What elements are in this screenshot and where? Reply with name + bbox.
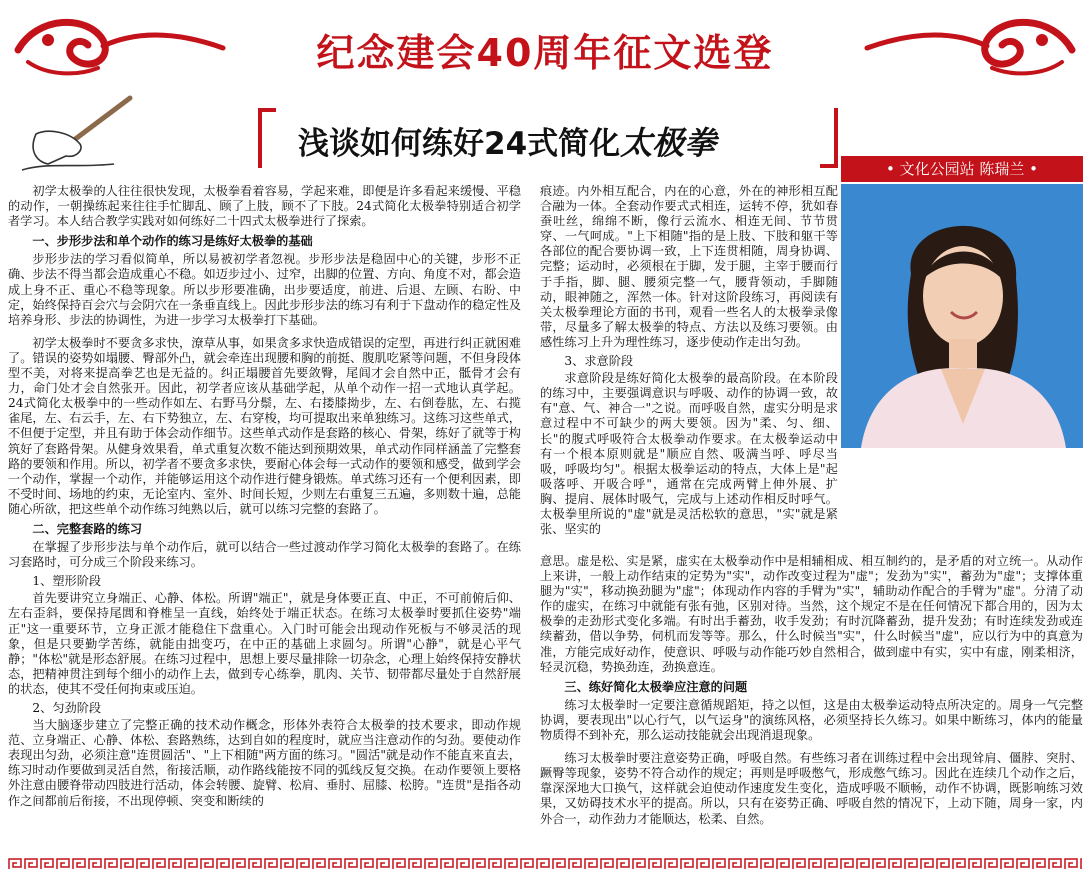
- paragraph: 初学太极拳时不要贪多求快，潦草从事，如果贪多求快造成错误的定型，再进行纠正就困难了。错误的姿势如塌腰、臀部外凸，就会牵连出现腰和胸的前挺、腹肌吃紧等问题，不但身段体型不美，对将来提高拳艺也是无益的。纠正塌腰首先要敛臀，尾闾才会自然中正，骶骨才会有力，命门处才会自然张开。因此，初学者应该从基础学起，从单个动作一招一式地认真学起。24式简化太极拳中的一些动作如左、右野马分鬃，左、右搂膝拗步，左、右倒卷肱，左、右揽雀尾，左、右云手，左、右下势独立，左、右穿梭，均可提取出来单独练习。这练习这些单式，不但便于定型，并且有助于体会动作细节。这些单式动作是套路的核心、骨架，练好了就等于构筑好了套路骨架。从健身效果看，单式重复次数不能达到预期效果，单式动作同样涵盖了完整套路的要领和作用。所以，初学者不要贪多求快，要耐心体会每一式动作的要领和感受，做到学会一个动作，掌握一个动作，并能够运用这个动作进行健身锻炼。单式练习还有一个便利因素，即不受时间、场地的约束，无论室内、室外、时间长短，少则左右重复三五遍，多则数十遍，总能随心所欲，把这些单个动作练习纯熟以后，就可以练习完整的套路了。: [8, 335, 521, 516]
- author-photo: [841, 184, 1083, 448]
- paragraph: 练习太极拳时一定要注意循规蹈矩，持之以恒，这是由太极拳运动特点所决定的。周身一气完整协调，要表现出"以心行气，以气运身"的演练风格，必须坚持长久练习。如果中断练习，体内的能量物质得不到补充，那么运动技能就会出现消退现象。: [540, 697, 1083, 743]
- paragraph: 初学太极拳的人往往很快发现，太极拳看着容易，学起来难，即便是许多看起来缓慢、平稳的动作，一朝操练起来往往手忙脚乱、顾了上肢，顾不了下肢。24式简化太极拳特别适合初学者学习。本人结合教学实践对如何练好二十四式太极拳进行了探索。: [8, 184, 521, 229]
- headline-block: [258, 108, 838, 168]
- article-column-middle: [540, 184, 838, 537]
- author-byline: • 文化公园站 陈瑞兰 •: [841, 156, 1083, 182]
- headline-main-text: 浅谈如何练好24式简化: [298, 126, 621, 162]
- subsection-heading: 2、匀劲阶段: [32, 701, 102, 715]
- paragraph: 求意阶段是练好简化太极拳的最高阶段。在本阶段的练习中，主要强调意识与呼吸、动作的协调一致，故有"意、气、神合一"之说。而呼吸自然，虚实分明是求意过程中不可缺少的两大要领。因为"柔、匀、细、长"的腹式呼吸符合太极拳动作要求。在太极拳运动中有一个根本原则就是"顺应自然、吸满当呼、呼尽当吸，呼吸均匀"。根据太极拳运动的特点，大体上是"起吸落呼、开吸合呼"，通常在完成两臂上伸外展、扩胸、提肩、展体时吸气，完成与上述动作相反时呼气。太极拳里所说的"虚"就是灵活松软的意思，"实"就是紧张、坚实的: [540, 371, 838, 537]
- paragraph: 意思。虚是松、实是紧，虚实在太极拳动作中是相辅相成、相互制约的，是矛盾的对立统一。从动作上来讲，一般上动作结束的定势为"实"，动作改变过程为"虚"；发劲为"实"，蓄劲为"虚"；支撑体重腿为"实"，移动换劲腿为"虚"；体现动作内容的手臂为"实"，辅助动作配合的手臂为"虚"。分清了动作的虚实，在练习中就能有张有弛，区别对待。当然，这个规定不是在任何情况下都合用的，因为太极拳的走劲形式变化多端。有时出手蓄劲，收手发劲；有时沉降蓄劲，提升发劲；有时连续发劲或连续蓄劲，借以争势，伺机而发等等。那么，什么时候当"实"，什么时候当"虚"，应以行为中的真意为准，方能完成好动作，使意识、呼吸与动作能巧妙自然相合，做到虚中有实，实中有虚，刚柔相济，轻灵沉稳，势换劲连，劲换意连。: [540, 554, 1083, 674]
- bottom-fret-border-icon: [8, 858, 1082, 870]
- banner-title: 纪念建会40周年征文选登: [316, 31, 774, 75]
- article-headline: [298, 118, 716, 164]
- subsection-heading: 1、塑形阶段: [32, 574, 102, 589]
- author-portrait-image: [841, 184, 1083, 448]
- right-cloud-ornament-icon: [862, 10, 1082, 80]
- headline-left-bracket: [258, 108, 276, 168]
- paragraph: 当大脑逐步建立了完整正确的技术动作概念，形体外表符合太极拳的技术要求，即动作规范、立身端正、心静、体松、套路熟练，达到自如的程度时，就应当注意动作的匀劲。要使动作表现出匀劲，必须注意"连贯圆活"、"上下相随"两方面的练习。"圆活"就是动作不能直来直去，练习时动作要做到灵活自然，衔接活顺，动作路线能按不同的弧线反复交换。在动作要领上要格外注意由腰脊带动四肢进行活动，体会转腰、旋臂、松肩、垂肘、屈膝、松胯。"连贯"是指各动作之间都前后衔接，不出现停顿、突变和断续的: [8, 718, 521, 808]
- writing-hand-icon: [18, 92, 138, 174]
- section-heading: 二、完整套路的练习: [32, 521, 143, 536]
- paragraph: 痕迹。内外相互配合，内在的心意，外在的神形相互配合融为一体。全套动作要式式相连，运转不停，犹如春蚕吐丝，绵绵不断，像行云流水、相连无间、节节贯穿、一气呵成。"上下相随"指的是上肢、下肢和躯干等各部位的配合要协调一致，上下连贯相随，周身协调、完整；运动时，必须根在于脚，发于腿，主宰于腰而行于手指，脚、腿、腰须完整一气，腰背领动，手脚随动，眼神随之，浑然一体。针对这阶段练习，再阅读有关太极拳理论方面的书刊，观看一些名人的太极拳录像带，尽量多了解太极拳的特点、方法以及练习要领。由感性练习上升为理性练习，逐步使动作走出匀劲。: [540, 184, 838, 349]
- subsection-heading: 3、求意阶段: [564, 354, 634, 369]
- section-heading: 三、练好简化太极拳应注意的问题: [564, 679, 748, 694]
- paragraph: 练习太极拳时要注意姿势正确，呼吸自然。有些练习者在训练过程中会出现耸肩、僵脖、突肘、蹶臀等现象，姿势不符合动作的规定；再则是呼吸憋气，形成憋气练习。因此在连续几个动作之后，靠深深地大口换气，这样就会迫使动作速度发生变化，造成呼吸不顺畅，动作不协调，既影响练习效果，又妨碍技术水平的提高。所以，只有在姿势正确、呼吸自然的情况下，上动下随，周身一家，内外合一，动作劲力才能顺达，松柔、自然。: [540, 751, 1083, 826]
- article-column-bottom-right: [540, 554, 1083, 827]
- paragraph: 首先要讲究立身端正、心静、体松。所谓"端正"，就是身体要正直、中正，不可前俯后仰、左右歪斜，要保持尾閭和脊椎呈一直线，始终处于端正状态。在练习太极拳时要抓住姿势"端正"这一重要环节，立身正派才能稳住下盘重心。入门时可能会出现动作死板与不够灵活的现象，但是只要勤学苦练，就能由拙变巧，在中正的基础上求圆匀。所谓"心静"，就是心平气静；"体松"就是形态舒展。在练习过程中，思想上要尽量排除一切杂念，心理上始终保持安静状态，把精神贯注到每个细小的动作上去，做到专心练拳，肌肉、关节、韧带都尽量处于自然舒展的状态，使其不受任何拘束或压迫。: [8, 591, 521, 696]
- section-heading: 一、步形步法和单个动作的练习是练好太极拳的基础: [32, 234, 313, 249]
- paragraph: 在掌握了步形步法与单个动作后，就可以结合一些过渡动作学习简化太极拳的套路了。在练习套路时，可分成三个阶段来练习。: [8, 540, 521, 570]
- article-column-left: [8, 184, 521, 809]
- paragraph: 步形步法的学习看似简单，所以易被初学者忽视。步形步法是稳固中心的关键，步形不正确、步法不得当都会造成重心不稳。如迈步过小、过窄，出脚的位置、方向、角度不对，都会造成上身不正、重心不稳等现象。所以步形要准确，出步要适度，前进、后退、左顾、右盼、中定，始终保持百会穴与会阴穴在一条垂直线上。因此步形步法的练习有利于下盘动作的稳定性及培养身形、步法的协调性，为进一步学习太极拳打下基础。: [8, 252, 521, 327]
- headline-right-bracket: [820, 108, 838, 168]
- header-banner: [0, 0, 1090, 95]
- headline-brush-text: 太极拳: [620, 124, 717, 162]
